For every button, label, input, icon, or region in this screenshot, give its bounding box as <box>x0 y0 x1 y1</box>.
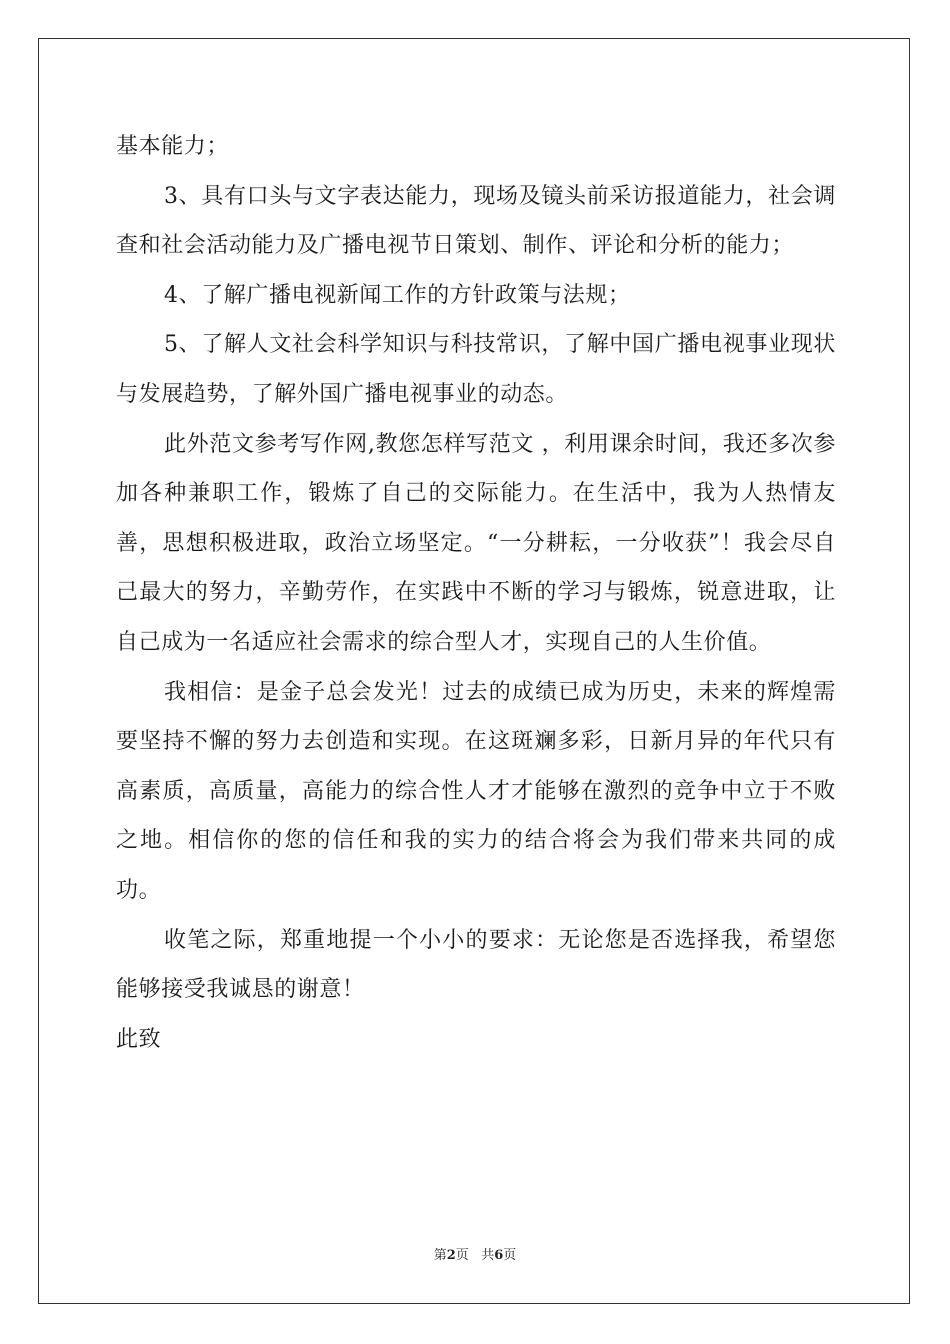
total-pages: 6 <box>494 1248 504 1263</box>
page-footer <box>0 1247 950 1265</box>
total-suffix: 页 <box>503 1248 517 1263</box>
paragraph-5: 此外范文参考写作网,教您怎样写范文 ，利用课余时间，我还多次参加各种兼职工作，锻炼了自己的交际能力。在生活中，我为人热情友善，思想积极进取，政治立场坚定。“一分耕耘，一分收获”！我会尽自己最大的努力，辛勤劳作，在实践中不断的学习与锻炼，锐意进取，让自己成为一名适应社会需求的综合型人才，实现自己的人生价值。 <box>116 431 836 655</box>
document-body <box>116 122 836 1064</box>
page-number: 2 <box>446 1248 456 1263</box>
paragraph-2: 3、具有口头与文字表达能力，现场及镜头前采访报道能力，社会调查和社会活动能力及广播电视节日策划、制作、评论和分析的能力； <box>116 183 836 259</box>
total-prefix: 共 <box>481 1248 495 1263</box>
closing-salutation: 此致 <box>116 1026 162 1052</box>
paragraph-1: 基本能力； <box>116 134 230 159</box>
page-prefix: 第 <box>433 1248 447 1263</box>
paragraph-6: 我相信：是金子总会发光！过去的成绩已成为历史，未来的辉煌需要坚持不懈的努力去创造和实现。在这斑斓多彩，日新月异的年代只有高素质，高质量，高能力的综合性人才才能够在激烈的竞争中立于不败之地。相信你的您的信任和我的实力的结合将会为我们带来共同的成功。 <box>116 679 836 903</box>
paragraph-7: 收笔之际，郑重地提一个小小的要求：无论您是否选择我，希望您能够接受我诚恳的谢意！ <box>116 927 836 1003</box>
page-suffix: 页 <box>455 1248 469 1263</box>
paragraph-3: 4、了解广播电视新闻工作的方针政策与法规； <box>164 282 631 308</box>
paragraph-4: 5、了解人文社会科学知识与科技常识，了解中国广播电视事业现状与发展趋势，了解外国广播电视事业的动态。 <box>116 332 836 407</box>
